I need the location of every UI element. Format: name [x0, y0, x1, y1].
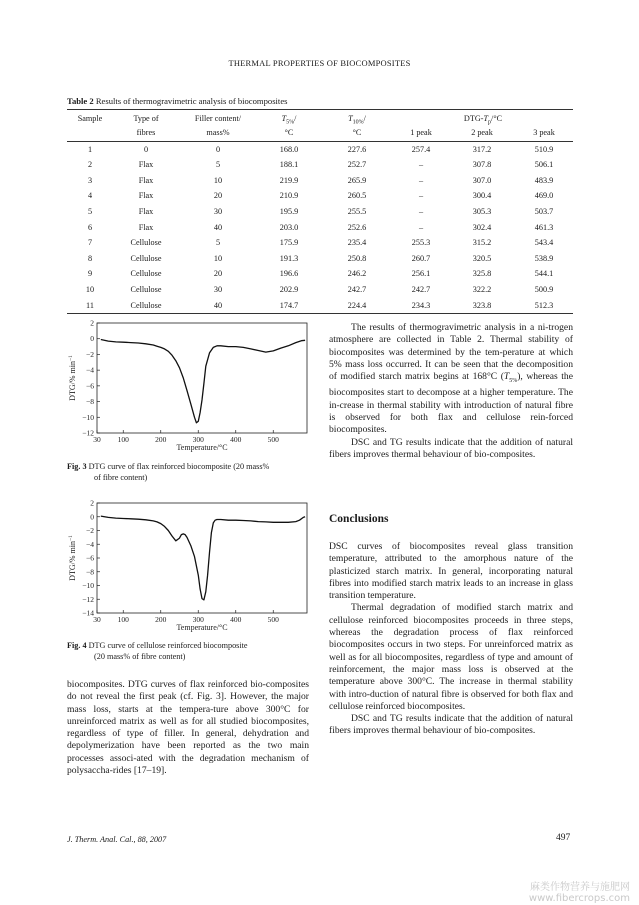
watermark-line-1: 麻类作物营养与施肥网	[530, 882, 630, 893]
left-paragraph: biocomposites. DTG curves of flax reinforced bio-composites do not reveal the first peak (cf. Fig. 3]. However, the major mass loss, starts at the tempera-ture above 300°C for unreinforced matrix as well as for all studied biocomposites, regardless of type of filler. In general, dehydration and depolymerization have been reported as the two main processes associ-ated with the degradation mechanism of polysaccha-rides [17–19].	[67, 679, 309, 777]
table-cell: –	[418, 160, 424, 170]
fig4-ytick-label: −14	[82, 608, 94, 618]
th-dtg: DTG-$T_p/^\circ C$	[393, 110, 573, 128]
table-cell: 512.3	[515, 298, 573, 314]
table-cell: Cellulose	[130, 253, 162, 263]
table-cell: Flax	[138, 222, 154, 232]
fig3-ytick-label: 2	[90, 318, 94, 328]
table-cell: 168.0	[279, 144, 299, 154]
fig4-caption	[67, 640, 322, 662]
fig3-xtick-label: 200	[155, 435, 167, 444]
table-cell: 246.2	[347, 269, 367, 279]
table-cell: 202.9	[279, 284, 299, 294]
fig4-ytick-label: −6	[86, 553, 94, 563]
fig3-ytick-label: −4	[86, 365, 94, 375]
fig4-xtick-label: 30	[93, 615, 101, 624]
table-cell: 252.7	[347, 160, 367, 170]
table-cell: 196.6	[279, 269, 299, 279]
table-cell: 175.9	[279, 238, 299, 248]
conclusions-paragraph-3: DSC and TG results indicate that the addition of natural fibers improves thermal behaviour of bio-composites.	[329, 713, 573, 737]
fig3-xtick-label: 400	[230, 435, 242, 444]
table-cell: Cellulose	[113, 298, 179, 314]
th-peak3: 3 peak	[515, 128, 573, 142]
watermark	[510, 882, 630, 904]
fig4-xtick-label: 200	[155, 615, 167, 624]
th-type-2: fibres	[113, 128, 179, 142]
table-cell: 5	[87, 207, 93, 217]
th-t5: $T_{5\%}/$	[257, 110, 321, 128]
table-cell: 188.1	[279, 160, 299, 170]
table-cell: Flax	[138, 175, 154, 185]
conclusions-paragraph-1: DSC curves of biocomposites reveal glass transition temperature, attributed to the amorphous nature of the plasticized starch matrix. In general, incorporating natural fibres into modified starch matrix leads to an increase in glass transition temperature.	[329, 541, 573, 602]
fig4-xtick-label: 100	[117, 615, 129, 624]
table-cell: 10	[213, 175, 223, 185]
fig3-ytick-label: −8	[86, 397, 94, 407]
fig3-xtick-label: 100	[117, 435, 129, 444]
table-cell: 20	[213, 191, 223, 201]
fig4-dtg-chart	[67, 498, 317, 638]
fig3-caption	[67, 461, 322, 483]
fig3-ylabel: DTG/% $\min^{-1}$	[68, 355, 77, 401]
th-sample: Sample	[67, 110, 113, 128]
table-row	[67, 141, 573, 157]
fig3-dtg-curve	[101, 340, 305, 423]
fig4-ytick-label: 0	[90, 512, 94, 522]
table-cell: 219.9	[279, 175, 299, 185]
table-cell: Flax	[138, 207, 154, 217]
page-number: 497	[556, 833, 571, 843]
table-row	[67, 266, 573, 282]
table-cell: 538.9	[534, 253, 554, 263]
table-cell: 5	[215, 160, 221, 170]
table-cell: 260.7	[411, 253, 431, 263]
fig4-xlabel: Temperature/°C	[176, 623, 228, 632]
table-cell: 0	[215, 144, 221, 154]
table-cell: 11	[67, 298, 113, 314]
left-body-text	[67, 679, 309, 777]
table-row	[67, 204, 573, 220]
table-cell: 235.4	[347, 238, 367, 248]
right-paragraph-2: DSC and TG results indicate that the addition of natural fibers improves thermal behaviour of bio-composites.	[329, 436, 573, 460]
table-cell: 300.4	[472, 191, 492, 201]
fig4-ytick-label: 2	[90, 498, 94, 508]
table-cell: 305.3	[472, 207, 492, 217]
table-cell: 256.1	[411, 269, 431, 279]
table-cell: 227.6	[347, 144, 367, 154]
fig4-caption-text-2: (20 mass% of fibre content)	[94, 652, 186, 661]
table-cell: 307.0	[472, 175, 492, 185]
table-cell: –	[418, 207, 424, 217]
fig3-caption-text: DTG curve of flax reinforced biocomposite (20 mass%	[86, 462, 270, 471]
table-cell: 30	[213, 207, 223, 217]
fig4-ytick-label: −2	[86, 526, 94, 535]
fig3-xtick-label: 300	[192, 435, 204, 444]
table-cell: 510.9	[534, 144, 554, 154]
th-type: Type of	[113, 110, 179, 128]
fig4-caption-text: DTG curve of cellulose reinforced biocomposite	[86, 641, 248, 650]
th-t5-2: °C	[257, 128, 321, 142]
fig3-ytick-label: 0	[90, 334, 94, 344]
th-t10-2: °C	[321, 128, 393, 142]
table-row	[67, 298, 573, 314]
fig4-xtick-label: 500	[267, 615, 279, 624]
table-cell: 1	[87, 144, 93, 154]
table-cell: 8	[87, 253, 93, 263]
table-row	[67, 235, 573, 251]
footer-journal: J. Therm. Anal. Cal., 88, 2007	[67, 835, 167, 844]
table-cell: 40	[179, 298, 257, 314]
running-head: THERMAL PROPERTIES OF BIOCOMPOSITES	[228, 58, 411, 68]
table-cell: –	[418, 175, 424, 185]
table-cell: 242.7	[347, 284, 367, 294]
th-filler-2: mass%	[179, 128, 257, 142]
table-cell: 2	[87, 160, 93, 170]
watermark-line-2: www.fibercrops.com	[528, 893, 630, 904]
fig3-xlabel: Temperature/°C	[176, 443, 228, 452]
fig3-frame	[97, 323, 307, 433]
table-cell: 255.3	[411, 238, 431, 248]
right-body-text	[329, 322, 573, 461]
table-caption-text: Results of thermogravimetric analysis of biocomposites	[93, 96, 288, 106]
table-cell: 234.3	[393, 298, 449, 314]
fig3-ytick-label: −12	[82, 428, 94, 438]
fig4-ytick-label: −10	[82, 581, 94, 590]
th-t10: $T_{10\%}/$	[321, 110, 393, 128]
fig3-label: Fig. 3	[67, 462, 87, 471]
th-peak2: 2 peak	[449, 128, 515, 142]
table-cell: 7	[87, 238, 93, 248]
conclusions-text	[329, 541, 573, 738]
table-cell: 9	[87, 269, 93, 279]
table-cell: Cellulose	[130, 238, 162, 248]
table-cell: 191.3	[279, 253, 299, 263]
table-cell: 461.3	[534, 222, 554, 232]
table-cell: 250.8	[347, 253, 367, 263]
table-cell: 315.2	[472, 238, 492, 248]
table-caption-label: Table 2	[67, 96, 94, 106]
results-table	[67, 109, 573, 314]
table-cell: 195.9	[279, 207, 299, 217]
table-cell: 40	[213, 222, 223, 232]
table-row	[67, 251, 573, 267]
th-filler: Filler content/	[179, 110, 257, 128]
table-cell: Cellulose	[130, 284, 162, 294]
table-cell: 503.7	[534, 207, 554, 217]
table-cell: 302.4	[472, 222, 492, 232]
table-cell: 317.2	[472, 144, 492, 154]
fig4-ytick-label: −8	[86, 567, 94, 577]
table-cell: 506.1	[534, 160, 554, 170]
fig3-xtick-label: 500	[267, 435, 279, 444]
table-cell: 224.4	[321, 298, 393, 314]
table-cell: 174.7	[257, 298, 321, 314]
table-cell: 242.7	[411, 284, 431, 294]
table-cell: 323.8	[449, 298, 515, 314]
table-cell: 10	[213, 253, 223, 263]
table-row	[67, 188, 573, 204]
table-cell: 544.1	[534, 269, 554, 279]
table-cell: 265.9	[347, 175, 367, 185]
table-cell: Flax	[138, 160, 154, 170]
table-cell: 325.8	[472, 269, 492, 279]
conclusions-paragraph-2: Thermal degradation of modified starch matrix and cellulose reinforced biocomposites proceeds in three steps, whereas the degradation process of flax reinforced biocomposites occurs in two steps. For unreinforced matrix as well as for all biocomposites, regardless of type and amount of reinforcement, the major mass loss is observed at the temperature above 300°C. The increase in thermal stability with intro-duction of natural fibre is observed for both flax and cellulose reinforced biocomposites.	[329, 602, 573, 712]
table-cell: 5	[215, 238, 221, 248]
table-cell: Cellulose	[130, 269, 162, 279]
table-cell: 257.4	[411, 144, 431, 154]
table-cell: –	[418, 222, 424, 232]
table-cell: 543.4	[534, 238, 554, 248]
table-cell: 203.0	[279, 222, 299, 232]
fig4-ytick-label: −12	[82, 594, 94, 604]
table-cell: 500.9	[534, 284, 554, 294]
fig4-xtick-label: 300	[192, 615, 204, 624]
th-peak1: 1 peak	[393, 128, 449, 142]
fig3-ytick-label: −6	[86, 381, 94, 391]
table-cell: 10	[85, 284, 95, 294]
table-cell: 322.2	[472, 284, 492, 294]
table-row	[67, 157, 573, 173]
fig4-ylabel: DTG/% $\min^{-1}$	[68, 535, 77, 581]
table-cell: Flax	[138, 191, 154, 201]
table-row	[67, 173, 573, 189]
fig4-label: Fig. 4	[67, 641, 87, 650]
table-cell: 252.6	[347, 222, 367, 232]
table-row	[67, 282, 573, 298]
fig4-xtick-label: 400	[230, 615, 242, 624]
right-paragraph-1: The results of thermogravimetric analysis in a ni-trogen atmosphere are collected in Table 2. Thermal stability of biocomposites was determined by the tem-perature at which 5% mass loss occurred. It can be seen that the decomposition of modified starch matrix begins at 168°C $(T_{5\%})$, whereas the biocomposites start to decompose at a higher temperature. The in-crease in thermal stability with introduction of natural fibre is observed for both flax and cellulose rein-forced biocomposites.	[329, 322, 573, 436]
table-cell: 30	[213, 284, 223, 294]
table-cell: 469.0	[534, 191, 554, 201]
fig3-caption-text-2: of fibre content)	[94, 473, 148, 482]
table-caption	[67, 96, 287, 106]
fig3-ytick-label: −10	[82, 412, 94, 422]
table-cell: 20	[213, 269, 223, 279]
table-row	[67, 220, 573, 236]
table-cell: 210.9	[279, 191, 299, 201]
table-cell: –	[418, 191, 424, 201]
table-cell: 4	[87, 191, 93, 201]
table-cell: 260.5	[347, 191, 367, 201]
table-cell: 307.8	[472, 160, 492, 170]
table-cell: 320.5	[472, 253, 492, 263]
table-cell: 3	[87, 175, 93, 185]
fig3-xtick-label: 30	[93, 435, 101, 444]
table-cell: 255.5	[347, 207, 367, 217]
fig4-ytick-label: −4	[86, 539, 94, 549]
table-cell: 6	[87, 222, 93, 232]
table-cell: 0	[143, 144, 149, 154]
table-cell: 483.9	[534, 175, 554, 185]
fig3-dtg-chart	[67, 318, 317, 458]
fig3-ytick-label: −2	[86, 349, 94, 359]
conclusions-heading: Conclusions	[329, 513, 389, 525]
fig4-dtg-curve	[101, 516, 305, 600]
